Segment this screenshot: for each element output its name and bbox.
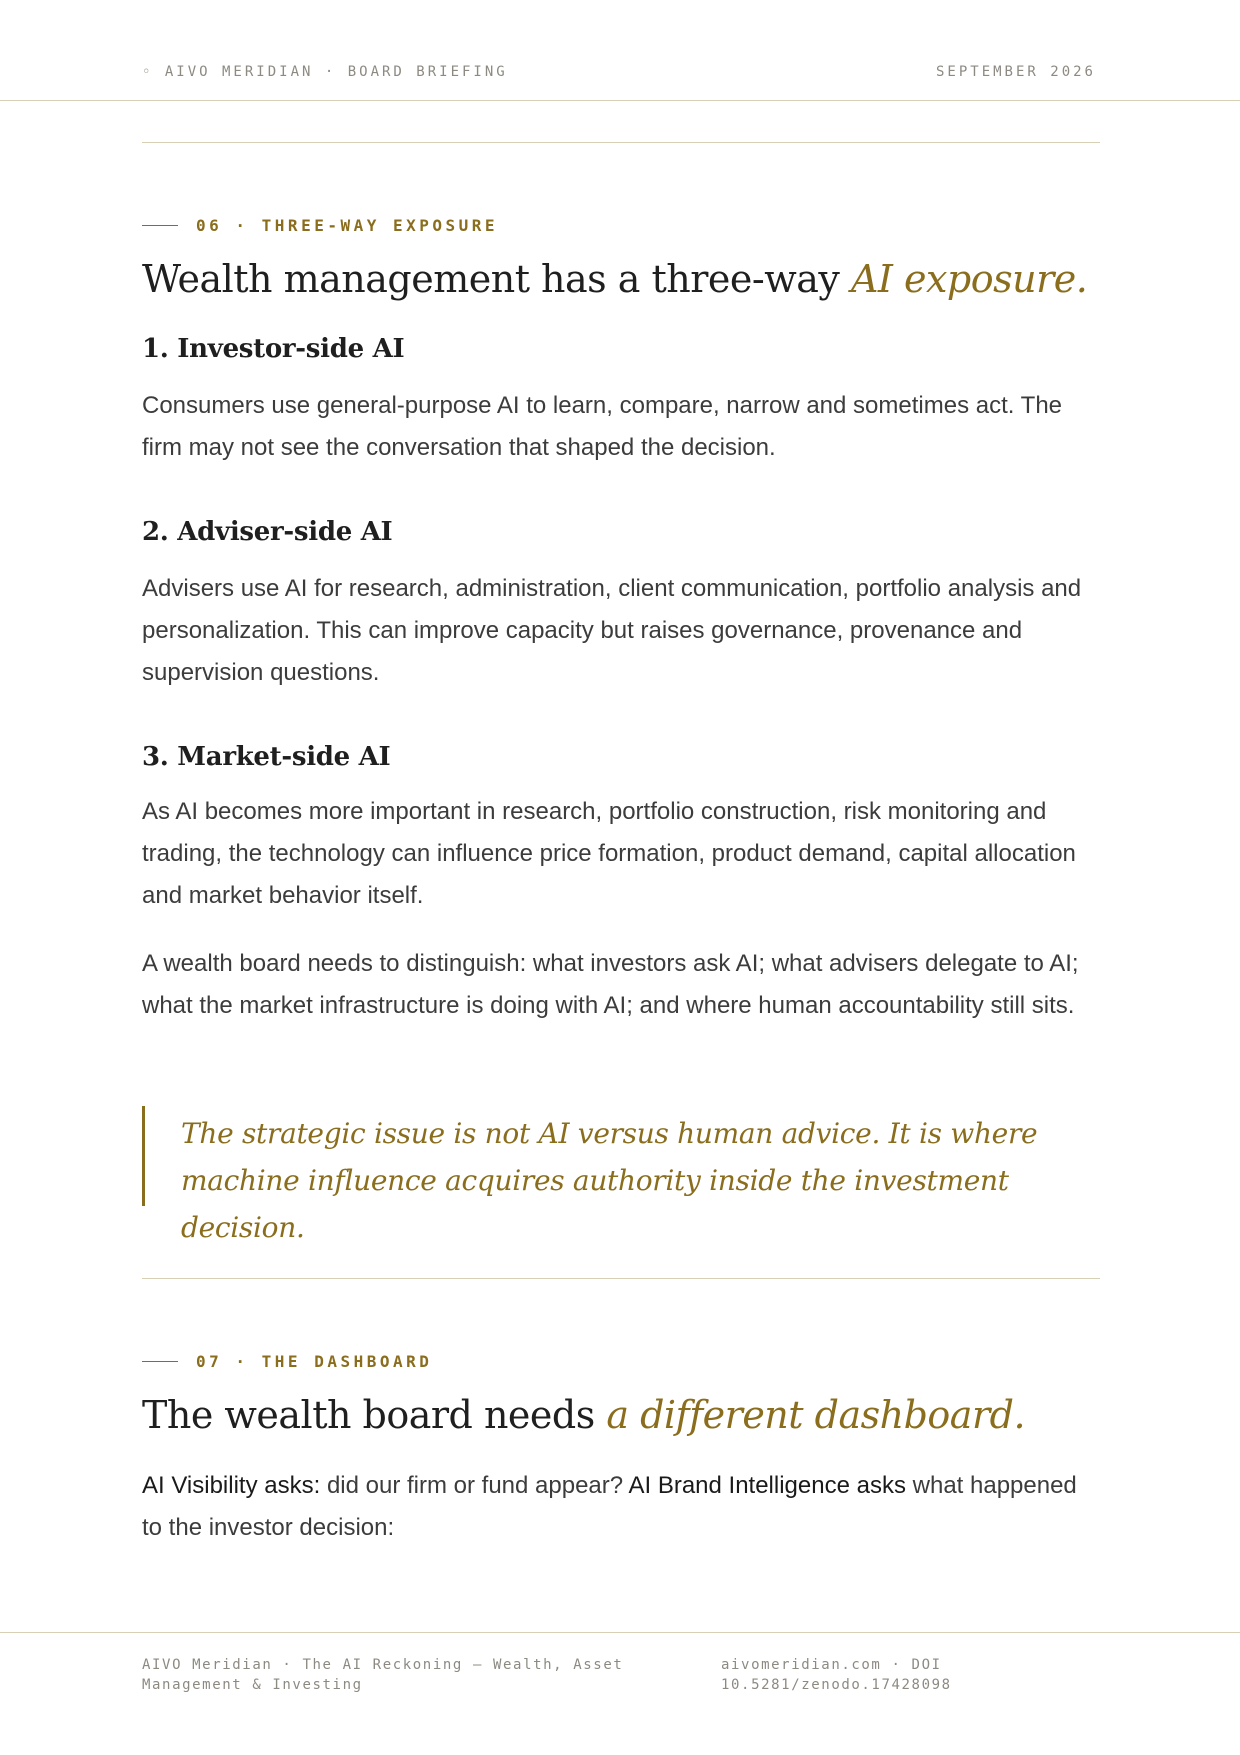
paragraph-adviser-side: Advisers use AI for research, administration, client communication, portfolio analysis and personalization. This can improve capacity but raises governance, provenance and supervision questions. [142,575,1082,686]
section-label-text: 07 · THE DASHBOARD [196,1351,433,1371]
paragraph-dashboard-intro [142,1465,1102,1549]
subheading-investor-side: 1. Investor-side AI [142,334,405,364]
divider [142,142,1100,143]
intro-text-2: what happened to the investor decision: [142,1472,1077,1541]
subheading-adviser-side: 2. Adviser-side AI [142,517,393,547]
ai-visibility-term: AI Visibility asks: [142,1472,321,1499]
section-title-06 [142,256,1122,302]
title-accent: AI exposure. [850,257,1088,301]
paragraph-board-distinction: A wealth board needs to distinguish: what investors ask AI; what advisers delegate to AI; what the market infrastructure is doing with AI; and where human accountability still sits. [142,950,1079,1019]
section-label-07 [142,1351,432,1371]
page-header [0,0,1240,101]
label-dash [142,225,178,226]
page-footer [0,1632,1240,1755]
title-plain: The wealth board needs [142,1393,607,1437]
section-label-06 [142,215,498,235]
title-accent: a different dashboard. [606,1393,1026,1437]
title-plain: Wealth management has a three-way [142,257,851,301]
header-date: SEPTEMBER 2026 [935,64,1096,80]
subheading-market-side: 3. Market-side AI [142,742,391,772]
section-label-text: 06 · THREE-WAY EXPOSURE [196,215,499,235]
ai-brand-intelligence-term: AI Brand Intelligence asks [628,1472,906,1499]
divider [142,1278,1100,1279]
footer-title: AIVO Meridian · The AI Reckoning — Wealth, Asset Management & Investing [142,1657,624,1693]
paragraph-investor-side: Consumers use general-purpose AI to learn, compare, narrow and sometimes act. The firm may not see the conversation that shaped the decision. [142,392,1063,461]
intro-text-1: did our firm or fund appear? [320,1472,629,1499]
pull-quote [142,1106,1103,1244]
section-title-07 [142,1392,1122,1438]
footer-doi: aivomeridian.com · DOI 10.5281/zenodo.17428098 [721,1657,952,1693]
label-dash [142,1361,178,1362]
paragraph-market-side: As AI becomes more important in research, portfolio construction, risk monitoring and trading, the technology can influence price formation, product demand, capital allocation and market behavior itself. [142,798,1076,909]
header-brand: ◦ AIVO MERIDIAN · BOARD BRIEFING [142,64,508,80]
pull-quote-text: The strategic issue is not AI versus human advice. It is where machine influence acquires authority inside the investment decision. [181,1117,1038,1244]
